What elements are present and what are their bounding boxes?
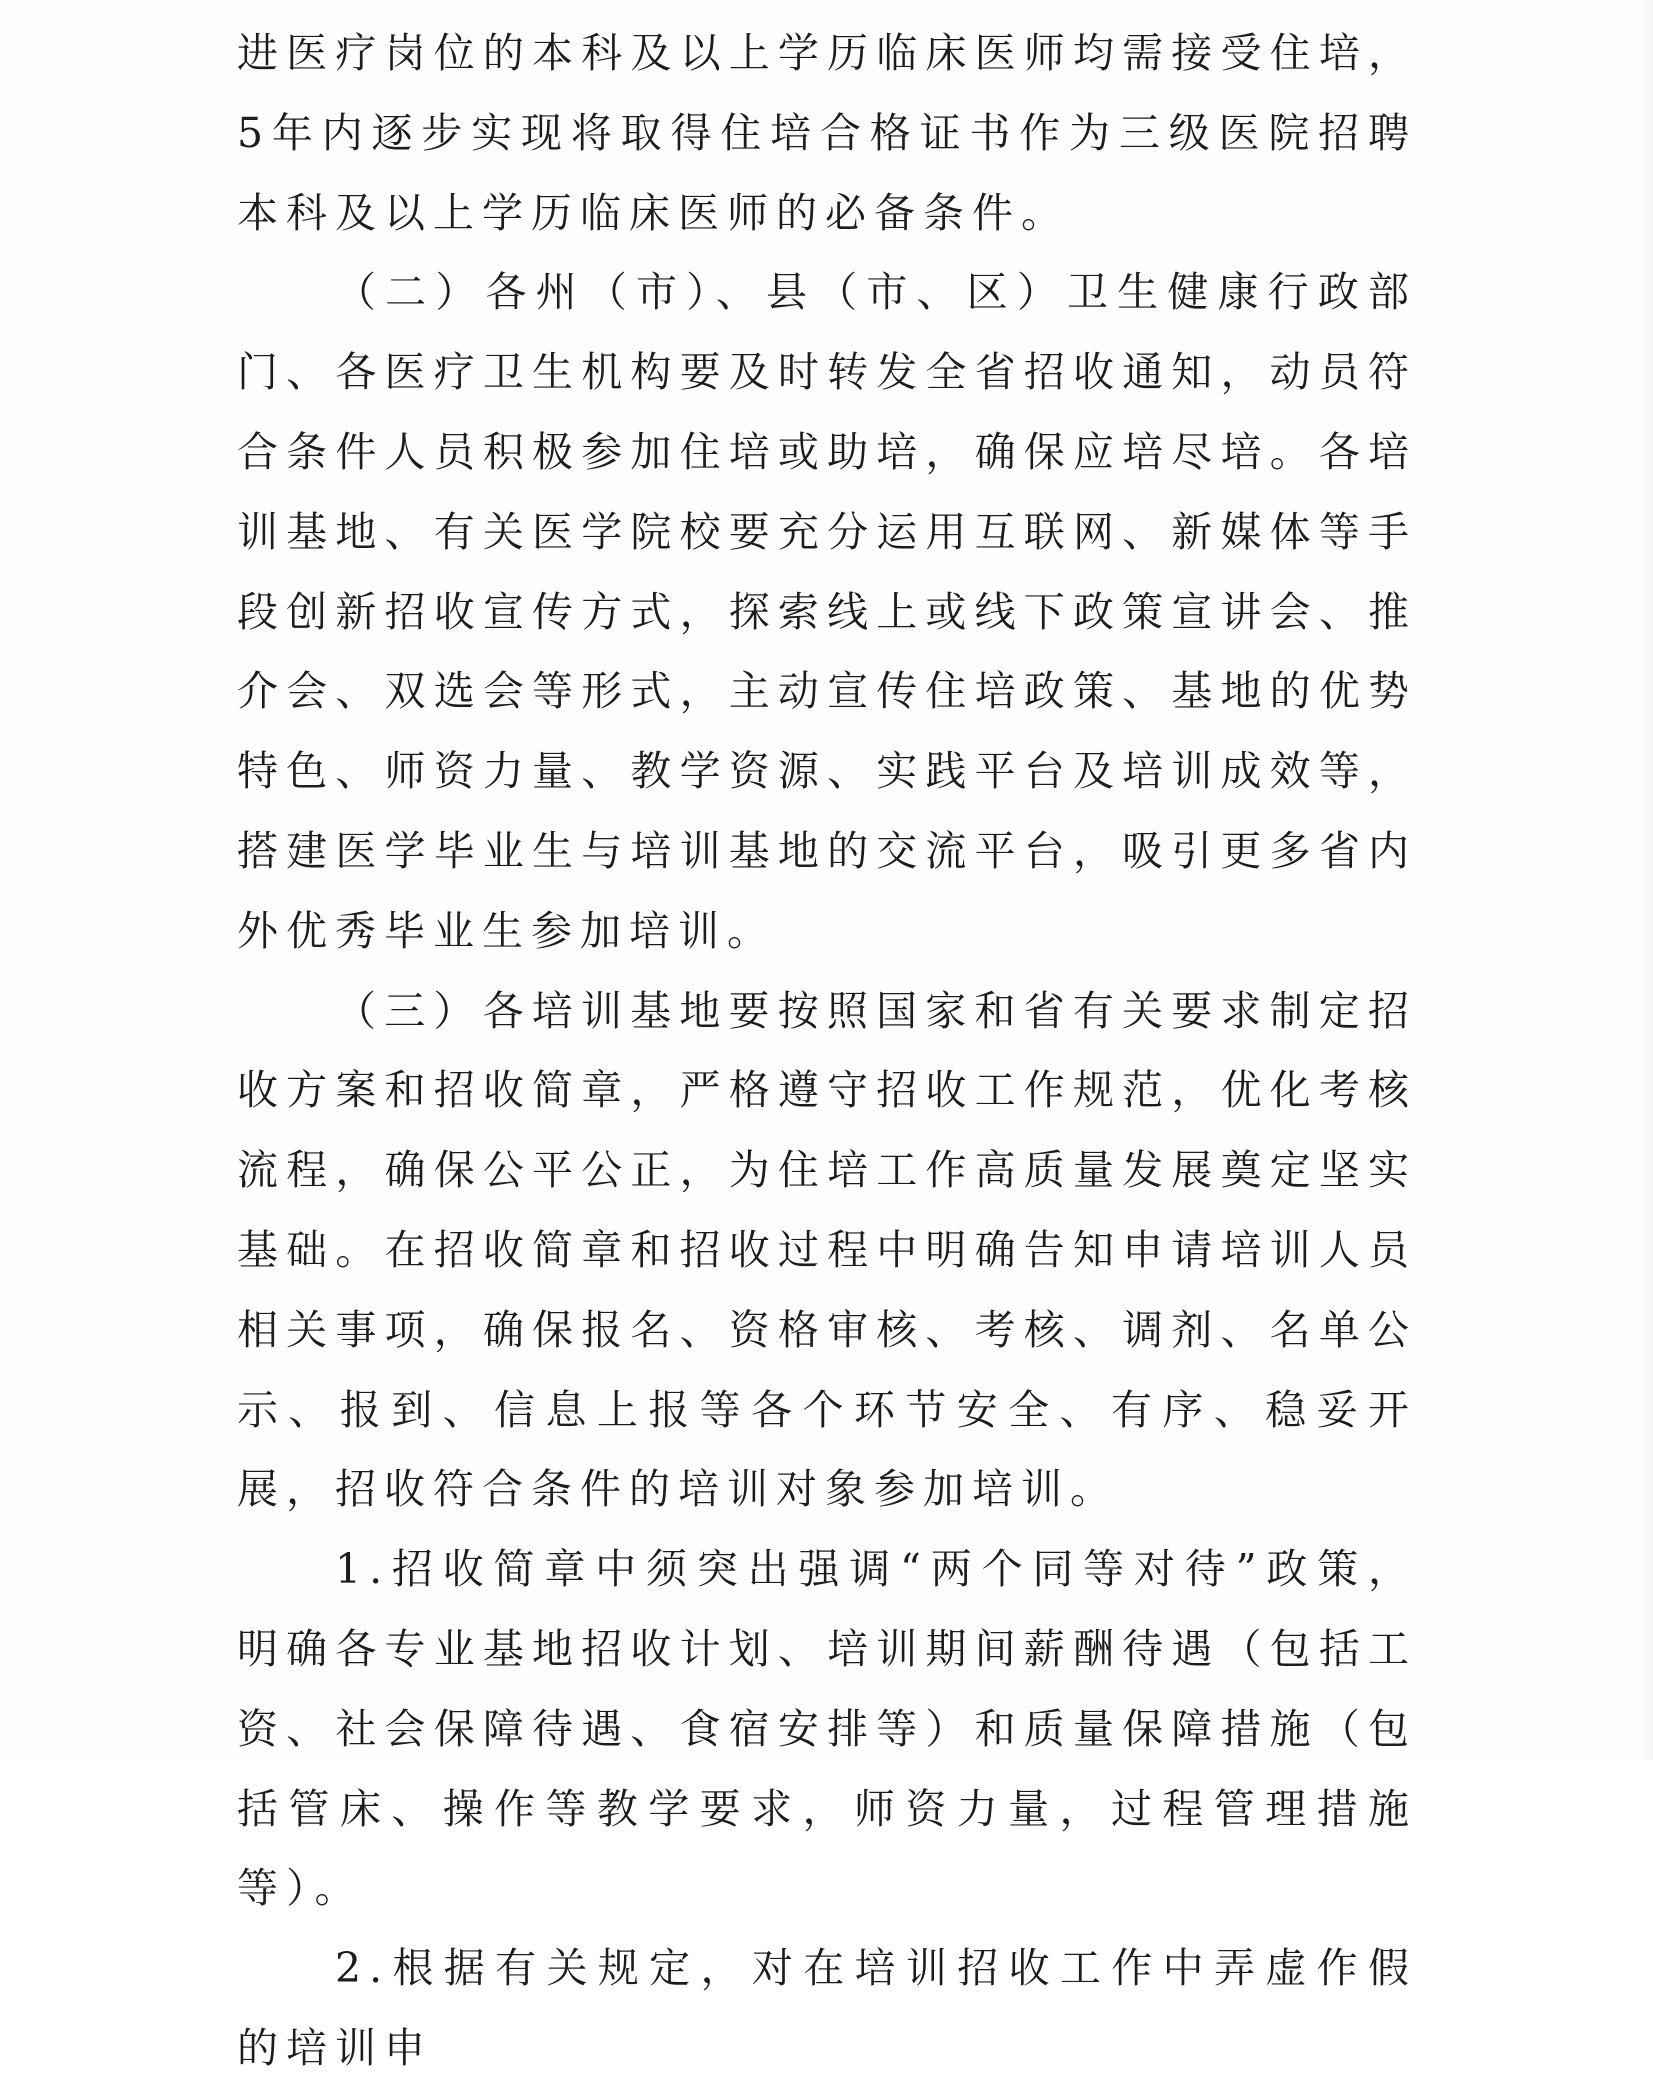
paragraph-item-two: 2.根据有关规定，对在培训招收工作中弄虚作假的培训申 — [237, 1944, 1417, 2072]
paragraph-section-two: （二）各州（市）、县（市、区）卫生健康行政部门、各医疗卫生机构要及时转发全省招收通知，动员符合条件人员积极参加住培或助培，确保应培尽培。各培训基地、有关医学院校要充分运用互联网、新媒体等手段创新招收宣传方式，探索线上或线下政策宣讲会、推介会、双选会等形式，主动宣传住培政策、基地的优势特色、师资力量、教学资源、实践平台及培训成效等，搭建医学毕业生与培训基地的交流平台，吸引更多省内外优秀毕业生参加培训。 — [237, 268, 1417, 955]
scan-edge-shadow — [1639, 0, 1653, 1760]
document-body — [237, 14, 1417, 2089]
paragraph-continuation: 进医疗岗位的本科及以上学历临床医师均需接受住培，5年内逐步实现将取得住培合格证书作为三级医院招聘本科及以上学历临床医师的必备条件。 — [237, 29, 1417, 237]
paragraph-section-three: （三）各培训基地要按照国家和省有关要求制定招收方案和招收简章，严格遵守招收工作规范，优化考核流程，确保公平公正，为住培工作高质量发展奠定坚实基础。在招收简章和招收过程中明确告知申请培训人员相关事项，确保报名、资格审核、考核、调剂、名单公示、报到、信息上报等各个环节安全、有序、稳妥开展，招收符合条件的培训对象参加培训。 — [237, 986, 1417, 1514]
paragraph-item-one: 1.招收简章中须突出强调“两个同等对待”政策，明确各专业基地招收计划、培训期间薪酬待遇（包括工资、社会保障待遇、食宿安排等）和质量保障措施（包括管床、操作等教学要求，师资力量，过程管理措施等）。 — [237, 1545, 1417, 1913]
